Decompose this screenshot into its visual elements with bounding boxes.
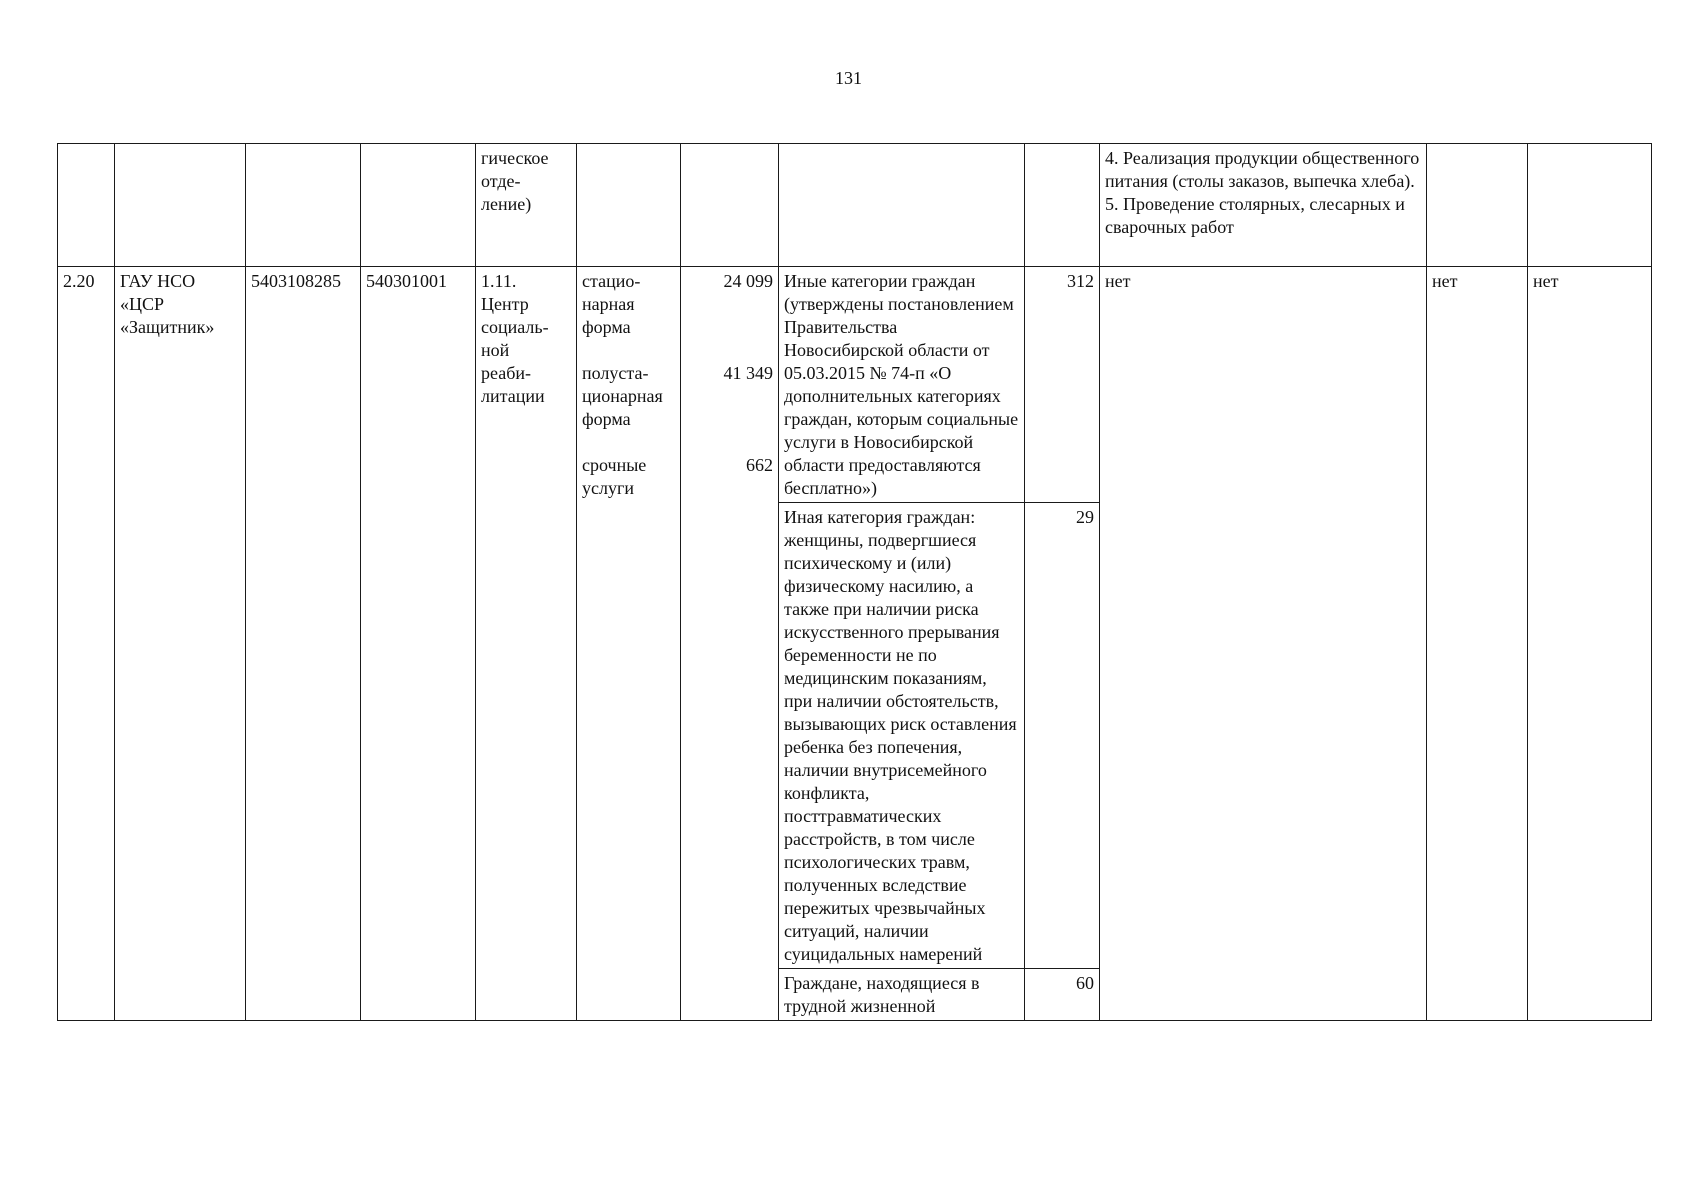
entry-row bbox=[58, 267, 1652, 503]
cell-empty bbox=[681, 144, 779, 267]
form-label: стацио- нарная форма bbox=[582, 271, 641, 337]
page-number: 131 bbox=[835, 68, 862, 88]
category-text: Иные категории граждан (утверждены постановлением Правительства Новосибирской области от 05.03.2015 № 74-п «О дополнительных категориях граждан, которым социальные услуги в Новосибирской области предоставляются бесплатно») bbox=[779, 267, 1025, 503]
form-label: полуста- ционарная форма bbox=[582, 363, 663, 429]
category-count: 312 bbox=[1025, 267, 1100, 503]
service-volumes bbox=[681, 267, 779, 1021]
inn-value: 5403108285 bbox=[246, 267, 361, 1021]
cell-empty bbox=[577, 144, 681, 267]
cell-empty bbox=[246, 144, 361, 267]
category-count: 60 bbox=[1025, 969, 1100, 1021]
registry-table bbox=[57, 143, 1652, 1021]
cell-empty bbox=[58, 144, 115, 267]
entry-number: 2.20 bbox=[58, 267, 115, 1021]
cell-empty bbox=[361, 144, 476, 267]
form-value: 41 349 bbox=[723, 363, 773, 383]
kpp-value: 540301001 bbox=[361, 267, 476, 1021]
service-name: 1.11. Центр социаль- ной реаби- литации bbox=[476, 267, 577, 1021]
cont-service-cell: гическое отде- ление) bbox=[476, 144, 577, 267]
cell-empty bbox=[1025, 144, 1100, 267]
form-value: 662 bbox=[746, 455, 773, 475]
category-text: Иная категория граждан: женщины, подвергшиеся психическому и (или) физическому насилию, а также при наличии риска искусственного прерывания беременности не по медицинским показаниям, при наличии обстоятельств, вызывающих риск оставления ребенка без попечения, наличии внутрисемейного конфликта, посттравматических расстройств, в том числе психологических травм, полученных вследствие пережитых чрезвычайных ситуаций, наличии суицидальных намерений bbox=[779, 503, 1025, 969]
cell-empty bbox=[1427, 144, 1528, 267]
cell-empty bbox=[115, 144, 246, 267]
form-label: срочные услуги bbox=[582, 455, 647, 498]
continuation-row bbox=[58, 144, 1652, 267]
flag-cell: нет bbox=[1528, 267, 1652, 1021]
service-forms bbox=[577, 267, 681, 1021]
category-count: 29 bbox=[1025, 503, 1100, 969]
flag-cell: нет bbox=[1427, 267, 1528, 1021]
cell-empty bbox=[779, 144, 1025, 267]
organization-name: ГАУ НСО «ЦСР «Защитник» bbox=[115, 267, 246, 1021]
cell-empty bbox=[1528, 144, 1652, 267]
activities-cell: нет bbox=[1100, 267, 1427, 1021]
form-value: 24 099 bbox=[723, 271, 773, 291]
category-text: Граждане, находящиеся в трудной жизненной bbox=[779, 969, 1025, 1021]
cont-activities-cell: 4. Реализация продукции общественного питания (столы заказов, выпечка хлеба). 5. Проведение столярных, слесарных и сварочных работ bbox=[1100, 144, 1427, 267]
